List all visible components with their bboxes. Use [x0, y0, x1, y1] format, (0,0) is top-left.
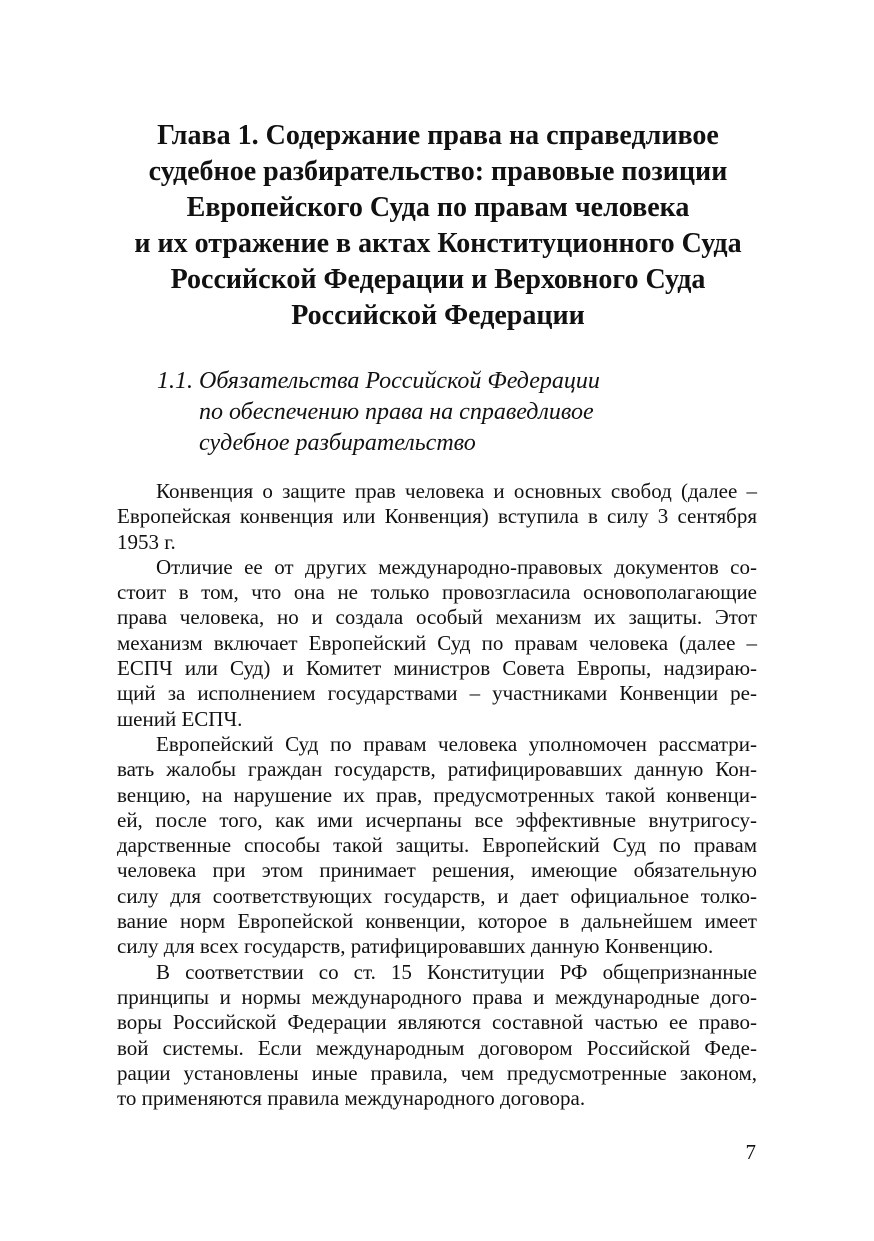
chapter-title-line: Российской Федерации [291, 300, 585, 331]
text-line: человека при этом принимает решения, имеющие обязательную [117, 858, 757, 883]
text-line: вать жалобы граждан государств, ратифицировавших данную Кон- [117, 757, 757, 782]
text-line: шений ЕСПЧ. [117, 706, 243, 731]
chapter-title-line: судебное разбирательство: правовые позиции [148, 156, 728, 187]
chapter-title [100, 118, 776, 334]
text-line: механизм включает Европейский Суд по правам человека (далее – [117, 630, 757, 655]
text-line: дарственные способы такой защиты. Европейский Суд по правам [117, 833, 757, 858]
text-line: стоит в том, что она не только провозгласила основополагающие [117, 580, 757, 605]
text-line: права человека, но и создала особый механизм их защиты. Этот [117, 605, 757, 630]
text-line: ЕСПЧ или Суд) и Комитет министров Совета Европы, надзираю- [117, 656, 757, 681]
text-line: принципы и нормы международного права и международные дого- [117, 984, 757, 1009]
text-line: Европейский Суд по правам человека уполномочен рассматри- [156, 731, 757, 756]
text-line: Отличие ее от других международно-правовых документов со- [156, 554, 757, 579]
chapter-title-line: Российской Федерации и Верховного Суда [170, 264, 706, 295]
text-line: силу для соответствующих государств, и дает официальное толко- [117, 883, 757, 908]
text-line: 1953 г. [117, 529, 176, 554]
text-line: рации установлены иные правила, чем предусмотренные законом, [117, 1060, 757, 1085]
paragraph-1 [117, 479, 757, 555]
paragraph-3 [117, 732, 757, 960]
body-text [117, 479, 757, 1111]
chapter-title-line: Европейского Суда по правам человека [186, 192, 690, 223]
text-line: вание норм Европейской конвенции, которое в дальнейшем имеет [117, 909, 757, 934]
section-title-line: судебное разбирательство [199, 430, 476, 456]
page-number: 7 [745, 1140, 756, 1164]
section-title [157, 366, 717, 459]
chapter-title-line: Глава 1. Содержание права на справедливое [157, 120, 719, 151]
text-line: щий за исполнением государствами – участниками Конвенции ре- [117, 681, 757, 706]
text-line: силу для всех государств, ратифицировавших данную Конвенцию. [117, 934, 714, 959]
text-line: В соответствии со ст. 15 Конституции РФ общепризнанные [156, 959, 757, 984]
text-line: Европейская конвенция или Конвенция) вступила в силу 3 сентября [117, 504, 757, 529]
chapter-title-line: и их отражение в актах Конституционного Суда [134, 228, 742, 259]
text-line: ей, после того, как ими исчерпаны все эффективные внутригосу- [117, 807, 757, 832]
text-line: воры Российской Федерации являются составной частью ее право- [117, 1010, 757, 1035]
paragraph-2 [117, 555, 757, 732]
text-line: венцию, на нарушение их прав, предусмотренных такой конвенци- [117, 782, 757, 807]
text-line: вой системы. Если международным договором Российской Феде- [117, 1035, 757, 1060]
text-line: Конвенция о защите прав человека и основных свобод (далее – [156, 479, 757, 503]
section-title-line: 1.1. Обязательства Российской Федерации [157, 368, 600, 394]
section-title-line: по обеспечению права на справедливое [199, 399, 594, 425]
text-line: то применяются правила международного договора. [117, 1086, 586, 1111]
paragraph-4 [117, 960, 757, 1112]
